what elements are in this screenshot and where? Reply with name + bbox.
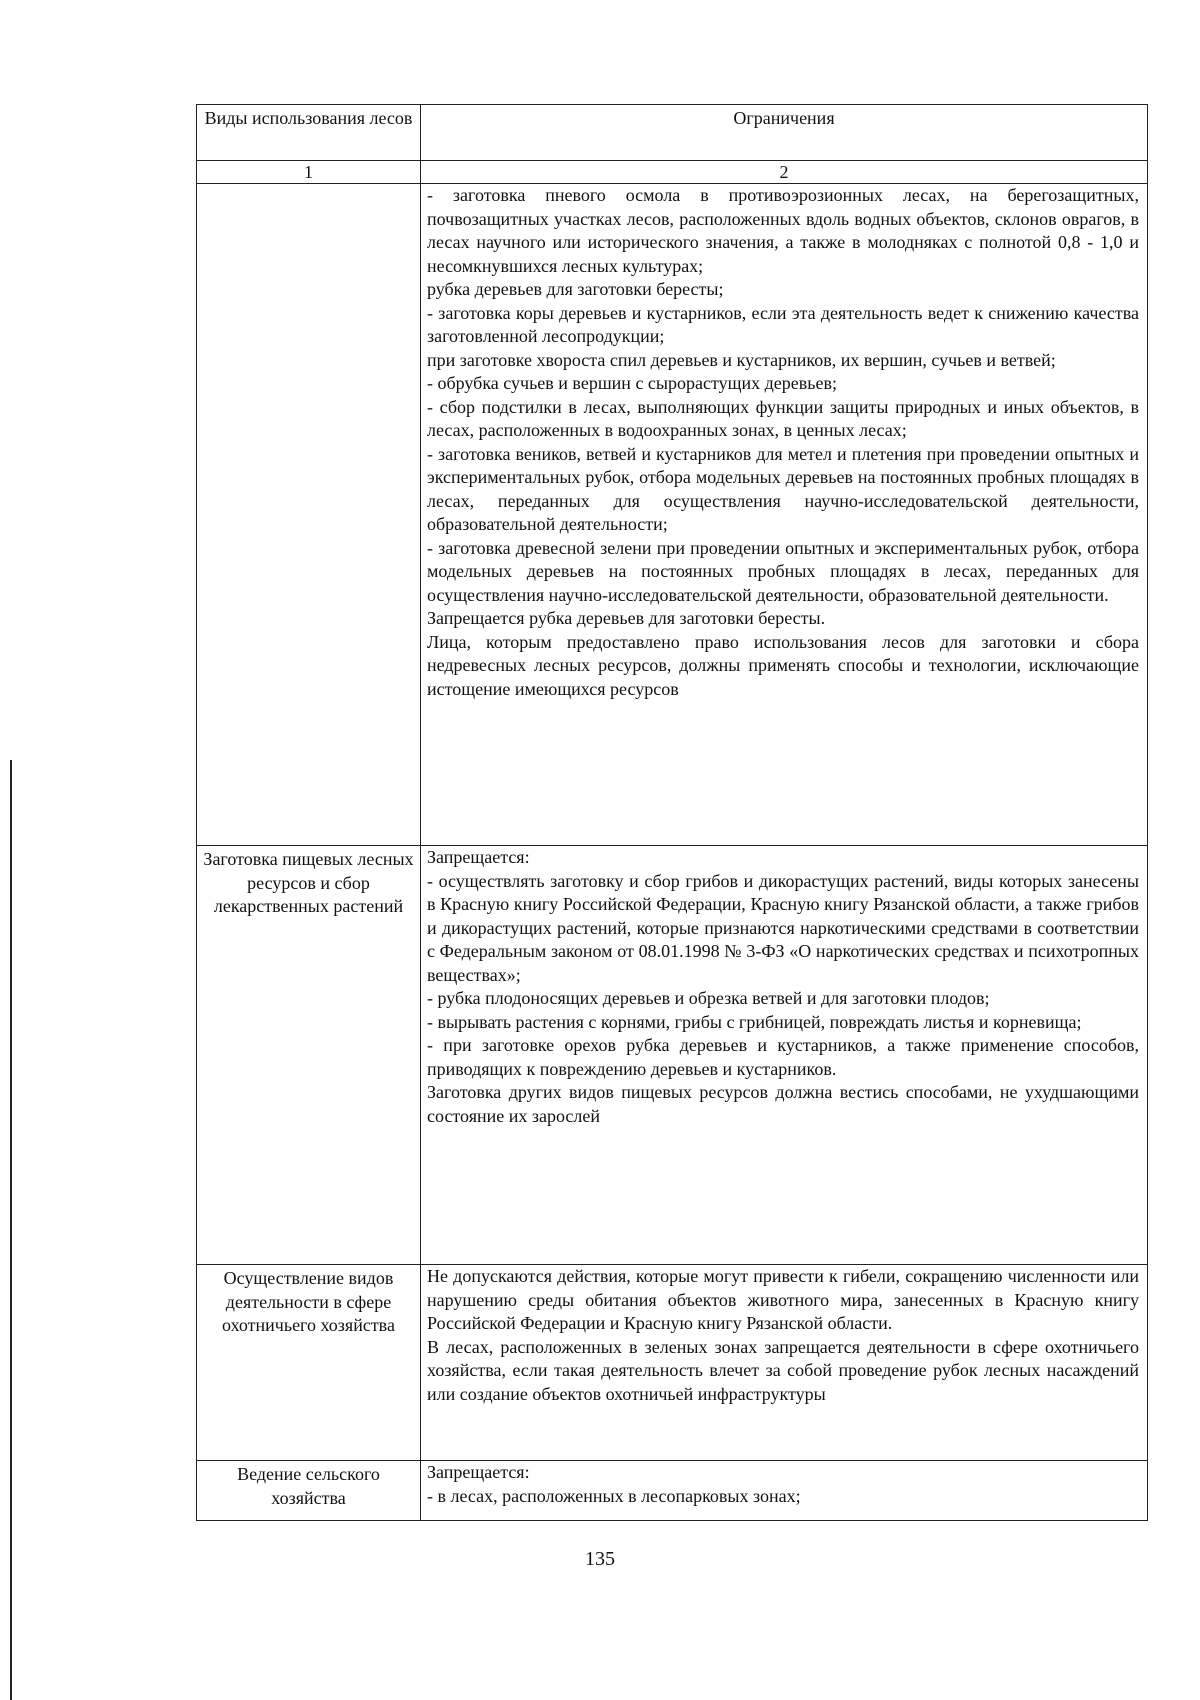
restriction-paragraph: - осуществлять заготовку и сбор грибов и дикорастущих растений, виды которых занесены в Красную книгу Российской Федерации, Красную книгу Рязанской области, а также грибов и дикорастущих растений, которые признаются наркотическими средствами в соответствии с Федеральным законом от 08.01.1998 № 3-ФЗ «О наркотических средствах и психотропных веществах»; [427,870,1139,985]
restrictions-cell [421,184,1148,846]
restriction-paragraph: - заготовка коры деревьев и кустарников, если эта деятельность ведет к снижению качества заготовленной лесопродукции; [427,302,1139,346]
restrictions-cell [421,1461,1148,1521]
header-restrictions: Ограничения [421,105,1148,161]
restrictions-cell [421,846,1148,1265]
page-number: 135 [585,1548,615,1570]
restriction-paragraph: Запрещается: [427,1462,530,1482]
restrictions-cell [421,1265,1148,1461]
restrictions-table [196,104,1148,1521]
restriction-paragraph: - вырывать растения с корнями, грибы с грибницей, повреждать листья и корневища; [427,1011,1082,1032]
restriction-paragraph: Запрещается рубка деревьев для заготовки бересты. [427,608,826,628]
restriction-paragraph: - сбор подстилки в лесах, выполняющих функции защиты природных и иных объектов, в лесах, расположенных в водоохранных зонах, в ценных лесах; [427,396,1139,440]
restriction-paragraph: - рубка плодоносящих деревьев и обрезка ветвей и для заготовки плодов; [427,988,990,1008]
column-number-2: 2 [421,161,1148,184]
restriction-paragraph: рубка деревьев для заготовки бересты; [427,279,724,299]
table-row [197,846,1148,1265]
restriction-paragraph: - в лесах, расположенных в лесопарковых зонах; [427,1485,801,1506]
restriction-paragraph: - обрубка сучьев и вершин с сырорастущих деревьев; [427,373,837,393]
table-header-row [197,105,1148,161]
table-row [197,1265,1148,1461]
table-row [197,184,1148,846]
table-column-numbers-row [197,161,1148,184]
table-row [197,1461,1148,1521]
forest-use-type-cell [197,184,421,846]
restriction-paragraph: Запрещается: [427,847,530,867]
restriction-paragraph: при заготовке хвороста спил деревьев и кустарников, их вершин, сучьев и ветвей; [427,349,1056,370]
forest-use-type-cell: Заготовка пищевых лесных ресурсов и сбор лекарственных растений [197,846,421,1265]
restriction-paragraph: - заготовка древесной зелени при проведении опытных и экспериментальных рубок, отбора модельных деревьев на постоянных пробных площадях в лесах, переданных для осуществления научно-исследовательской деятельности, образовательной деятельности. [427,537,1139,605]
restriction-paragraph: - заготовка пневого осмола в противоэрозионных лесах, на берегозащитных, почвозащитных участках лесов, расположенных вдоль водных объектов, склонов оврагов, в лесах научного или исторического значения, а также в молодняках с полнотой 0,8 - 1,0 и несомкнувшихся лесных культурах; [427,185,1139,276]
forest-use-type-cell: Осуществление видов деятельности в сфере охотничьего хозяйства [197,1265,421,1461]
restriction-paragraph: - заготовка веников, ветвей и кустарников для метел и плетения при проведении опытных и экспериментальных рубок, отбора модельных деревьев на постоянных пробных площадях в лесах, переданных для осуществления научно-исследовательской деятельности, образовательной деятельности; [427,443,1139,534]
column-number-1: 1 [197,161,421,184]
restriction-paragraph: Лица, которым предоставлено право использования лесов для заготовки и сбора недревесных лесных ресурсов, должны применять способы и технологии, исключающие истощение имеющихся ресурсов [427,631,1139,699]
restriction-paragraph: В лесах, расположенных в зеленых зонах запрещается деятельности в сфере охотничьего хозяйства, если такая деятельность влечет за собой проведение рубок лесных насаждений или создание объектов охотничьей инфраструктуры [427,1336,1139,1404]
restriction-paragraph: Заготовка других видов пищевых ресурсов должна вестись способами, не ухудшающими состояние их зарослей [427,1082,1139,1126]
forest-use-type-cell: Ведение сельского хозяйства [197,1461,421,1521]
restriction-paragraph: - при заготовке орехов рубка деревьев и кустарников, а также применение способов, приводящих к повреждению деревьев и кустарников. [427,1035,1139,1079]
restriction-paragraph: Не допускаются действия, которые могут привести к гибели, сокращению численности или нарушению среды обитания объектов животного мира, занесенных в Красную книгу Российской Федерации и Красную книгу Рязанской области. [427,1266,1139,1333]
header-forest-use-types: Виды использования лесов [197,105,421,161]
